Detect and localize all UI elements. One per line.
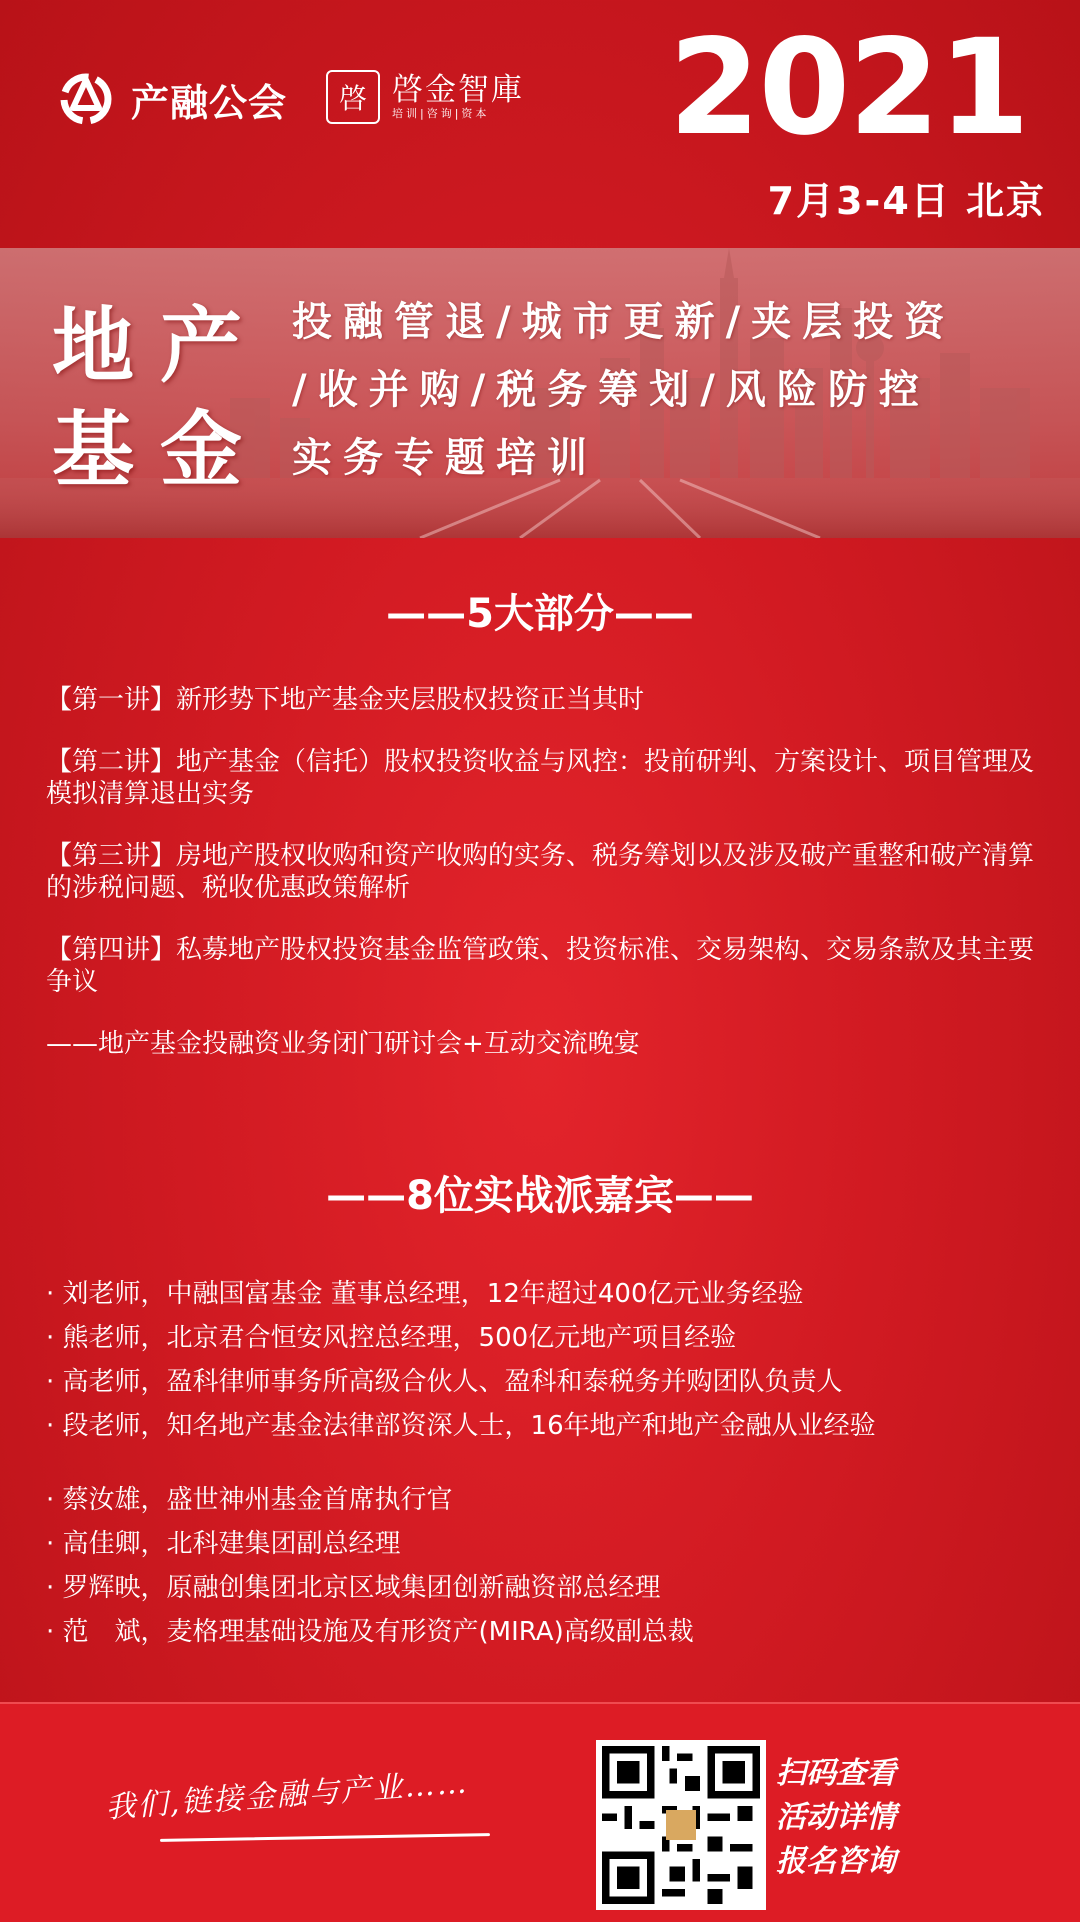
logo-chanrong xyxy=(55,68,287,130)
scan-line2: 活动详情 xyxy=(776,1800,896,1835)
guest-item: · 刘老师，中融国富基金 董事总经理，12年超过400亿元业务经验 xyxy=(46,1279,804,1309)
logo1-text: 产融公会 xyxy=(131,80,288,125)
lecture-item: 【第一讲】新形势下地产基金夹层股权投资正当其时 xyxy=(46,685,645,715)
guest-list xyxy=(46,1272,1056,1654)
lecture-item: ——地产基金投融资业务闭门研讨会+互动交流晚宴 xyxy=(46,1029,640,1059)
topic-line2: /收并购/税务筹划/风险防控 xyxy=(292,367,930,413)
guest-item: · 罗辉映，原融创集团北京区域集团创新融资部总经理 xyxy=(46,1573,661,1603)
logo2-name: 啓金智庫 xyxy=(392,72,524,108)
main-title xyxy=(52,295,268,503)
event-year: 2021 xyxy=(668,11,1028,165)
guest-spacer xyxy=(46,1448,1056,1478)
lecture-list xyxy=(46,684,1036,1090)
scan-prompt xyxy=(776,1752,896,1884)
section-heading-guests: ——8位实战派嘉宾—— xyxy=(326,1173,754,1219)
topic-line1: 投融管退/城市更新/夹层投资 xyxy=(292,299,956,345)
logo-qijin xyxy=(326,70,524,124)
main-title-line2: 基金 xyxy=(52,403,269,498)
guest-item: · 高老师，盈科律师事务所高级合伙人、盈科和泰税务并购团队负责人 xyxy=(46,1367,843,1397)
scan-line1: 扫码查看 xyxy=(776,1756,896,1791)
lecture-item: 【第二讲】地产基金（信托）股权投资收益与风控：投前研判、方案设计、项目管理及模拟清算退出实务 xyxy=(46,747,1035,809)
scan-line3: 报名咨询 xyxy=(776,1844,896,1879)
topic-line3: 实务专题培训 xyxy=(292,435,598,481)
logo2-sub: 培训|咨询|资本 xyxy=(392,107,490,120)
section-heading-parts: ——5大部分—— xyxy=(386,591,694,637)
slogan-text: 我们,链接金融与产业…… xyxy=(104,1765,470,1826)
seal-icon: 啓 xyxy=(326,70,380,124)
guest-item: · 蔡汝雄，盛世神州基金首席执行官 xyxy=(46,1485,453,1515)
main-title-line1: 地产 xyxy=(52,299,269,394)
guest-item: · 高佳卿，北科建集团副总经理 xyxy=(46,1529,401,1559)
chanrong-logo-icon xyxy=(55,68,117,130)
lecture-item: 【第四讲】私募地产股权投资基金监管政策、投资标准、交易架构、交易条款及其主要争议 xyxy=(46,935,1035,997)
guest-item: · 范 斌，麦格理基础设施及有形资产(MIRA)高级副总裁 xyxy=(46,1617,694,1647)
event-date: 7月3-4日 北京 xyxy=(767,179,1046,223)
guest-item: · 段老师，知名地产基金法律部资深人士，16年地产和地产金融从业经验 xyxy=(46,1411,876,1441)
topic-lines xyxy=(292,288,955,492)
lecture-item: 【第三讲】房地产股权收购和资产收购的实务、税务筹划以及涉及破产重整和破产清算的涉税问题、税收优惠政策解析 xyxy=(46,841,1035,903)
guest-item: · 熊老师，北京君合恒安风控总经理，500亿元地产项目经验 xyxy=(46,1323,737,1353)
qr-code-icon[interactable] xyxy=(596,1740,766,1910)
